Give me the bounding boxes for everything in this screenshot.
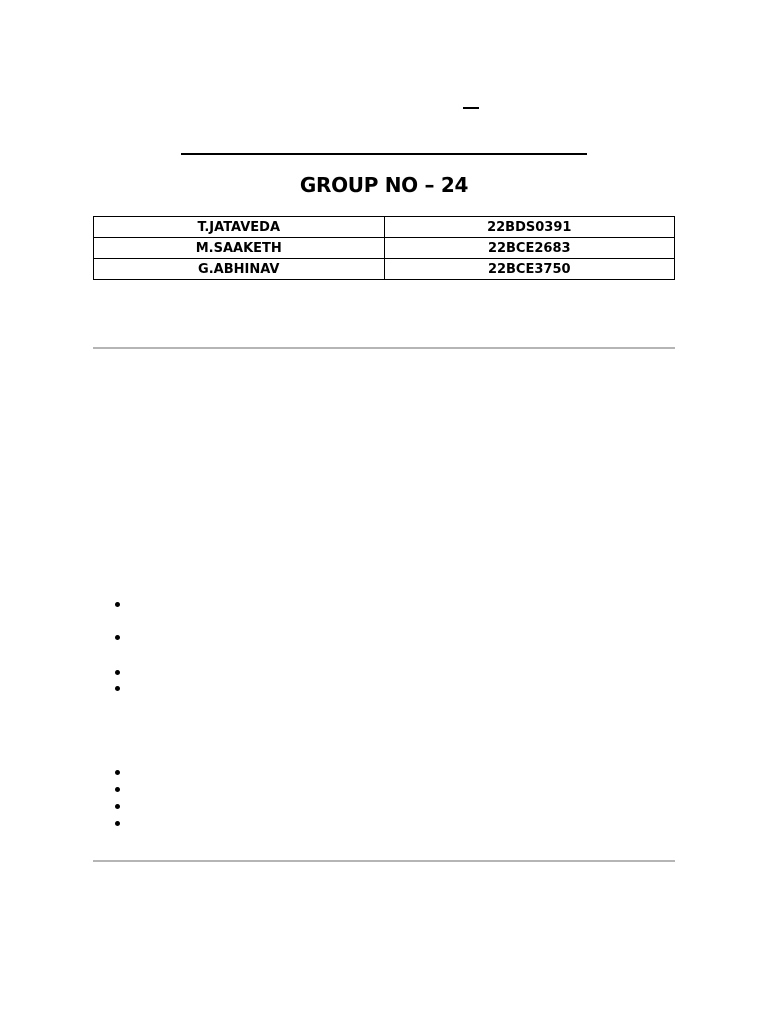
section-divider bbox=[93, 347, 675, 349]
member-id: 22BDS0391 bbox=[384, 217, 675, 238]
member-name: G.ABHINAV bbox=[94, 259, 385, 280]
table-row bbox=[94, 259, 675, 280]
group-title: GROUP NO – 24 bbox=[299, 173, 469, 197]
member-name: T.JATAVEDA bbox=[94, 217, 385, 238]
member-id: 22BCE3750 bbox=[384, 259, 675, 280]
table-row bbox=[94, 238, 675, 259]
list-bullet bbox=[114, 769, 122, 777]
list-bullet bbox=[114, 634, 122, 642]
title-underline bbox=[181, 153, 587, 155]
table-row bbox=[94, 217, 675, 238]
title-dash bbox=[463, 107, 479, 109]
list-bullet bbox=[114, 669, 122, 677]
list-bullet bbox=[114, 601, 122, 609]
member-name: M.SAAKETH bbox=[94, 238, 385, 259]
members-table bbox=[93, 216, 675, 280]
section-divider bbox=[93, 860, 675, 862]
list-bullet bbox=[114, 820, 122, 828]
list-bullet bbox=[114, 803, 122, 811]
list-bullet bbox=[114, 685, 122, 693]
member-id: 22BCE2683 bbox=[384, 238, 675, 259]
list-bullet bbox=[114, 786, 122, 794]
